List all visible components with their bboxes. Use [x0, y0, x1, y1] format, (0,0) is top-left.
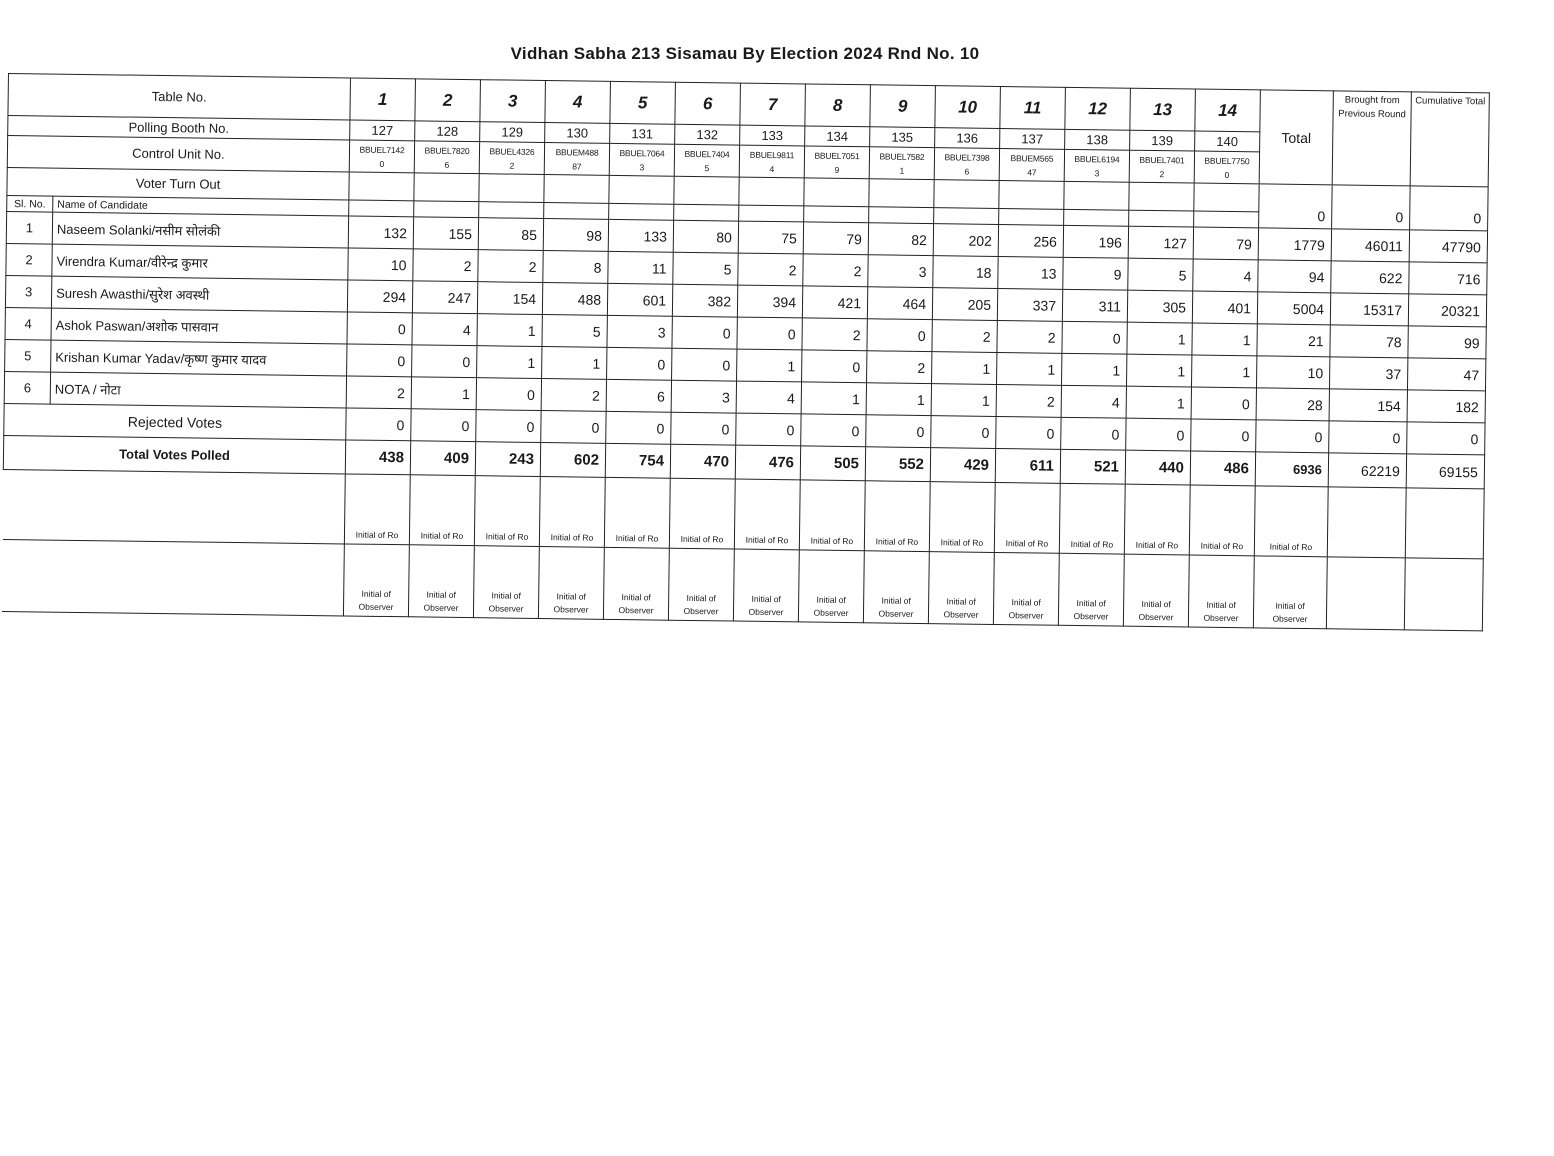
vote-cell: 0 — [737, 317, 802, 350]
table-number-cell: 11 — [1000, 86, 1066, 129]
vote-cell: 0 — [347, 344, 412, 377]
vote-cell: 18 — [933, 256, 998, 289]
control-unit-id: BBUEL6194 — [1074, 153, 1120, 165]
blank-header-cell — [934, 208, 999, 225]
blank-header-cell — [739, 205, 804, 222]
table-number-cell: 10 — [935, 86, 1001, 129]
total-vote-cell: 552 — [865, 447, 930, 482]
control-unit-suffix: 6 — [444, 159, 450, 170]
ro-initial-cell: Initial of Ro — [669, 478, 735, 549]
result-sheet — [1, 73, 1490, 631]
voter-turnout-cell — [479, 174, 544, 203]
vote-cell: 5 — [673, 252, 738, 285]
control-unit-suffix: 2 — [509, 160, 515, 171]
vote-cell: 601 — [607, 283, 672, 316]
voter-turnout-cell — [349, 172, 414, 201]
ro-initial-cell: Initial of Ro — [1189, 485, 1255, 556]
grand-cumulative: 69155 — [1406, 454, 1484, 489]
control-unit-suffix: 47 — [1027, 166, 1037, 177]
blank-header-cell — [349, 200, 414, 217]
blank-header-cell — [479, 202, 544, 219]
table-number-cell: 7 — [740, 83, 806, 126]
voter-turnout-cell — [674, 176, 739, 205]
candidate-total: 28 — [1256, 388, 1329, 421]
rejected-vote-cell: 0 — [736, 413, 801, 446]
control-unit-id: BBUEL7142 — [359, 144, 405, 155]
candidate-total: 5004 — [1257, 292, 1330, 325]
control-unit-id: BBUEL7582 — [879, 150, 925, 162]
rejected-brought-forward: 0 — [1329, 421, 1407, 454]
control-unit-cell — [739, 145, 804, 178]
observer-blank-cell — [1326, 557, 1405, 630]
candidate-brought-forward: 78 — [1330, 325, 1408, 358]
control-unit-cell — [999, 148, 1064, 181]
candidate-name-header: Name of Candidate — [53, 196, 349, 216]
rejected-vote-cell: 0 — [1061, 417, 1126, 450]
vote-cell: 1 — [1127, 322, 1192, 355]
control-unit-id: BBUEL7750 — [1204, 155, 1250, 166]
cumulative-header: Cumulative Total — [1410, 92, 1489, 187]
ro-initial-cell: Initial of Ro — [1124, 484, 1190, 555]
ro-initial-cell: Initial of Ro — [1254, 486, 1328, 557]
observer-initial-cell: Initial of Observer — [1123, 554, 1189, 627]
blank-header-cell — [674, 204, 739, 221]
vote-cell: 10 — [348, 248, 413, 281]
rejected-vote-cell: 0 — [1126, 418, 1191, 451]
candidate-brought-forward: 46011 — [1331, 229, 1409, 262]
candidate-cumulative: 716 — [1409, 262, 1487, 295]
control-unit-cell — [414, 141, 479, 174]
vote-cell: 5 — [1128, 258, 1193, 291]
control-unit-id: BBUEM488 — [555, 146, 599, 158]
control-unit-cell — [869, 147, 934, 180]
candidate-brought-forward: 154 — [1329, 389, 1407, 422]
table-number-cell: 5 — [610, 81, 676, 124]
observer-initial-cell: Initial of Observer — [863, 551, 929, 624]
total-vote-cell: 440 — [1125, 450, 1190, 485]
observer-initial-cell: Initial of Observer — [1188, 555, 1254, 628]
vote-cell: 9 — [1063, 257, 1128, 290]
voter-turnout-cell — [1064, 181, 1129, 210]
vote-cell: 1 — [866, 383, 931, 416]
control-unit-suffix: 6 — [964, 166, 970, 177]
control-unit-cell — [479, 142, 544, 175]
observer-initial-cell: Initial of Observer — [1253, 556, 1327, 629]
observer-initial-cell: Initial of Observer — [538, 546, 604, 619]
voter-turnout-cell — [804, 178, 869, 207]
vote-cell: 1 — [801, 382, 866, 415]
table-number-cell: 2 — [415, 79, 481, 122]
vote-cell: 1 — [1192, 323, 1257, 356]
vote-cell: 3 — [671, 380, 736, 413]
control-unit-suffix: 87 — [572, 160, 582, 172]
vote-cell: 1 — [1062, 353, 1127, 386]
rejected-vote-cell: 0 — [931, 416, 996, 449]
observer-initial-cell: Initial of Observer — [798, 550, 864, 623]
observer-initial-cell: Initial of Observer — [668, 548, 734, 621]
rejected-vote-cell: 0 — [1191, 419, 1256, 452]
control-unit-id: BBUEL4326 — [489, 145, 535, 157]
vote-cell: 6 — [606, 379, 671, 412]
total-header: Total — [1259, 90, 1333, 185]
vote-cell: 2 — [803, 254, 868, 287]
candidate-sl-no: 5 — [5, 339, 51, 372]
rejected-vote-cell: 0 — [541, 411, 606, 444]
control-unit-suffix: 0 — [379, 158, 385, 169]
candidate-name: Naseem Solanki/नसीम सोलंकी — [52, 212, 348, 248]
vote-cell: 155 — [413, 217, 478, 250]
candidate-sl-no: 3 — [5, 275, 51, 308]
control-unit-cell — [1194, 151, 1259, 184]
candidate-cumulative: 20321 — [1408, 294, 1486, 327]
grand-total: 6936 — [1255, 452, 1328, 487]
polling-booth-cell: 134 — [805, 126, 870, 147]
observer-initial-cell: Initial of Observer — [343, 544, 409, 617]
blank-header-cell — [869, 207, 934, 224]
candidate-sl-no: 6 — [4, 371, 50, 404]
voter-turnout-cell — [999, 180, 1064, 209]
polling-booth-cell: 129 — [480, 122, 545, 143]
polling-booth-cell: 135 — [870, 127, 935, 148]
total-vote-cell: 243 — [475, 442, 540, 477]
polling-booth-cell: 139 — [1130, 130, 1195, 151]
vote-cell: 1 — [1126, 386, 1191, 419]
vote-cell: 79 — [803, 222, 868, 255]
rejected-vote-cell: 0 — [996, 416, 1061, 449]
vote-cell: 337 — [997, 288, 1062, 321]
vote-cell: 464 — [867, 287, 932, 320]
candidate-brought-forward: 15317 — [1330, 293, 1408, 326]
voter-turnout-cell — [544, 175, 609, 204]
table-number-cell: 9 — [870, 85, 936, 128]
candidate-name: Krishan Kumar Yadav/कृष्ण कुमार यादव — [51, 340, 347, 376]
control-unit-cell — [544, 143, 609, 176]
vote-cell: 1 — [932, 352, 997, 385]
observer-blank-cell — [1404, 558, 1483, 631]
vote-cell: 2 — [478, 250, 543, 283]
vote-cell: 2 — [413, 249, 478, 282]
polling-booth-cell: 132 — [675, 124, 740, 145]
vote-cell: 1 — [737, 349, 802, 382]
control-unit-label: Control Unit No. — [7, 136, 349, 172]
vote-cell: 127 — [1128, 226, 1193, 259]
vote-cell: 0 — [802, 350, 867, 383]
observer-initial-cell: Initial of Observer — [603, 547, 669, 620]
vote-cell: 5 — [542, 315, 607, 348]
sl-no-header: Sl. No. — [7, 195, 53, 212]
document-title: Vidhan Sabha 213 Sisamau By Election 2024 Rnd No. 10 — [510, 44, 980, 63]
control-unit-cell — [934, 148, 999, 181]
vote-cell: 1 — [931, 384, 996, 417]
polling-booth-cell: 128 — [415, 121, 480, 142]
turnout-brought-cell: 0 — [1332, 185, 1411, 230]
vote-cell: 382 — [672, 284, 737, 317]
candidate-sl-no: 4 — [5, 307, 51, 340]
ro-initial-cell: Initial of Ro — [409, 475, 475, 546]
vote-cell: 0 — [347, 312, 412, 345]
voter-turnout-cell — [739, 177, 804, 206]
ro-initial-cell: Initial of Ro — [539, 477, 605, 548]
rejected-total: 0 — [1256, 420, 1329, 453]
observer-initial-cell: Initial of Observer — [1058, 553, 1124, 626]
vote-cell: 311 — [1062, 289, 1127, 322]
vote-cell: 132 — [348, 216, 413, 249]
vote-cell: 0 — [672, 348, 737, 381]
polling-booth-label: Polling Booth No. — [8, 116, 350, 140]
polling-booth-cell: 138 — [1065, 129, 1130, 150]
blank-header-cell — [804, 206, 869, 223]
ro-initial-cell: Initial of Ro — [929, 482, 995, 553]
table-number-cell: 3 — [480, 80, 546, 123]
total-vote-cell: 602 — [540, 443, 605, 478]
polling-booth-cell: 137 — [1000, 128, 1065, 149]
blank-header-cell — [1064, 209, 1129, 226]
polling-booth-cell: 140 — [1195, 131, 1260, 152]
control-unit-id: BBUEM565 — [1010, 152, 1054, 164]
rejected-vote-cell: 0 — [671, 412, 736, 445]
candidate-cumulative: 47790 — [1409, 230, 1487, 263]
vote-cell: 488 — [542, 283, 607, 316]
control-unit-id: BBUEL7051 — [814, 150, 860, 161]
total-vote-cell: 438 — [345, 440, 410, 475]
table-number-cell: 1 — [350, 78, 416, 121]
ro-initial-cell: Initial of Ro — [799, 480, 865, 551]
ro-initials-spacer — [2, 469, 345, 543]
observer-initial-cell: Initial of Observer — [733, 549, 799, 622]
candidate-sl-no: 1 — [6, 211, 52, 244]
control-unit-suffix: 4 — [769, 163, 775, 174]
ro-initial-cell: Initial of Ro — [1059, 483, 1125, 554]
vote-cell: 421 — [802, 286, 867, 319]
observer-initials-spacer — [1, 539, 344, 615]
vote-cell: 4 — [736, 381, 801, 414]
vote-cell: 1 — [411, 377, 476, 410]
total-vote-cell: 611 — [995, 448, 1060, 483]
vote-cell: 2 — [738, 253, 803, 286]
total-vote-cell: 429 — [930, 448, 995, 483]
vote-cell: 205 — [932, 288, 997, 321]
ro-initial-cell: Initial of Ro — [474, 476, 540, 547]
candidate-cumulative: 47 — [1407, 358, 1485, 391]
table-number-cell: 8 — [805, 84, 871, 127]
control-unit-cell — [609, 143, 674, 176]
control-unit-cell — [674, 144, 739, 177]
vote-cell: 2 — [802, 318, 867, 351]
observer-initial-cell: Initial of Observer — [928, 552, 994, 625]
blank-header-cell — [414, 201, 479, 218]
voter-turnout-cell — [1194, 183, 1259, 212]
vote-cell: 2 — [996, 384, 1061, 417]
vote-cell: 3 — [607, 315, 672, 348]
total-vote-cell: 521 — [1060, 449, 1125, 484]
table-number-cell: 4 — [545, 81, 611, 124]
total-vote-cell: 754 — [605, 443, 670, 478]
vote-cell: 79 — [1193, 227, 1258, 260]
observer-initial-cell: Initial of Observer — [993, 552, 1059, 625]
vote-cell: 154 — [477, 282, 542, 315]
control-unit-suffix: 3 — [639, 161, 645, 172]
total-vote-cell: 476 — [735, 445, 800, 480]
control-unit-cell — [1129, 150, 1194, 183]
polling-booth-cell: 127 — [350, 120, 415, 141]
vote-cell: 0 — [607, 347, 672, 380]
control-unit-suffix: 5 — [704, 162, 710, 173]
vote-cell: 13 — [998, 256, 1063, 289]
total-votes-label: Total Votes Polled — [3, 435, 345, 473]
vote-cell: 247 — [412, 281, 477, 314]
rejected-vote-cell: 0 — [476, 410, 541, 443]
grand-brought-forward: 62219 — [1328, 453, 1406, 488]
vote-cell: 2 — [997, 320, 1062, 353]
candidate-name: NOTA / नोटा — [50, 372, 346, 408]
table-number-cell: 13 — [1130, 88, 1196, 131]
turnout-cumulative-cell: 0 — [1410, 186, 1489, 231]
vote-cell: 1 — [1191, 355, 1256, 388]
vote-cell: 401 — [1192, 291, 1257, 324]
vote-cell: 1 — [542, 347, 607, 380]
vote-cell: 196 — [1063, 225, 1128, 258]
table-number-cell: 12 — [1065, 87, 1131, 130]
vote-cell: 0 — [1062, 321, 1127, 354]
candidate-name: Ashok Paswan/अशोक पासवान — [51, 308, 347, 344]
control-unit-cell — [349, 140, 414, 173]
ro-initial-cell: Initial of Ro — [344, 474, 410, 545]
vote-cell: 133 — [608, 219, 673, 252]
polling-booth-cell: 136 — [935, 128, 1000, 149]
voter-turnout-cell — [934, 180, 999, 209]
rejected-vote-cell: 0 — [411, 409, 476, 442]
candidate-cumulative: 99 — [1408, 326, 1486, 359]
rejected-vote-cell: 0 — [801, 414, 866, 447]
polling-booth-cell: 131 — [610, 123, 675, 144]
control-unit-cell — [804, 146, 869, 179]
control-unit-id: BBUEL9811 — [749, 149, 795, 160]
voter-turnout-cell — [869, 179, 934, 208]
vote-cell: 1 — [477, 346, 542, 379]
ro-initial-cell: Initial of Ro — [994, 482, 1060, 553]
control-unit-suffix: 0 — [1224, 169, 1230, 180]
polling-booth-cell: 133 — [740, 125, 805, 146]
candidate-brought-forward: 37 — [1329, 357, 1407, 390]
vote-cell: 305 — [1127, 290, 1192, 323]
total-vote-cell: 505 — [800, 446, 865, 481]
vote-cell: 0 — [672, 316, 737, 349]
control-unit-suffix: 1 — [899, 165, 905, 176]
control-unit-suffix: 3 — [1094, 167, 1100, 178]
total-vote-cell: 409 — [410, 441, 475, 476]
vote-cell: 80 — [673, 220, 738, 253]
ro-blank-cell — [1405, 488, 1484, 559]
vote-cell: 3 — [868, 255, 933, 288]
control-unit-suffix: 9 — [834, 164, 840, 175]
vote-cell: 85 — [478, 218, 543, 251]
vote-cell: 0 — [412, 345, 477, 378]
control-unit-suffix: 2 — [1159, 168, 1165, 179]
vote-cell: 2 — [541, 379, 606, 412]
table-number-cell: 6 — [675, 82, 741, 125]
candidate-sl-no: 2 — [6, 243, 52, 276]
voter-turnout-cell — [609, 175, 674, 204]
total-vote-cell: 470 — [670, 444, 735, 479]
control-unit-id: BBUEL7064 — [619, 147, 665, 159]
blank-header-cell — [544, 203, 609, 220]
vote-cell: 2 — [346, 376, 411, 409]
vote-cell: 394 — [737, 285, 802, 318]
candidate-brought-forward: 622 — [1331, 261, 1409, 294]
observer-initial-cell: Initial of Observer — [408, 545, 474, 618]
vote-cell: 0 — [476, 378, 541, 411]
ro-initial-cell: Initial of Ro — [734, 479, 800, 550]
candidate-total: 21 — [1257, 324, 1330, 357]
candidate-total: 10 — [1256, 356, 1329, 389]
vote-cell: 2 — [867, 351, 932, 384]
ro-initial-cell: Initial of Ro — [604, 477, 670, 548]
blank-header-cell — [999, 208, 1064, 225]
vote-cell: 1 — [1126, 354, 1191, 387]
control-unit-id: BBUEL7404 — [684, 148, 730, 159]
candidate-name: Suresh Awasthi/सुरेश अवस्थी — [51, 276, 347, 312]
rejected-cumulative: 0 — [1407, 422, 1485, 455]
rejected-vote-cell: 0 — [606, 411, 671, 444]
control-unit-id: BBUEL7820 — [424, 144, 470, 156]
rejected-votes-label: Rejected Votes — [4, 403, 346, 439]
control-unit-id: BBUEL7398 — [944, 151, 990, 163]
blank-header-cell — [609, 203, 674, 220]
blank-header-cell — [1194, 211, 1259, 228]
table-no-label: Table No. — [8, 74, 351, 120]
brought-forward-header: Brought from Previous Round — [1332, 91, 1411, 186]
candidate-cumulative: 182 — [1407, 390, 1485, 423]
rejected-vote-cell: 0 — [866, 415, 931, 448]
turnout-total-cell: 0 — [1259, 184, 1333, 229]
vote-cell: 11 — [608, 251, 673, 284]
vote-cell: 4 — [1193, 259, 1258, 292]
vote-cell: 0 — [867, 319, 932, 352]
vote-cell: 0 — [1191, 387, 1256, 420]
vote-cell: 294 — [347, 280, 412, 313]
blank-header-cell — [1129, 210, 1194, 227]
results-table — [1, 73, 1490, 631]
rejected-vote-cell: 0 — [346, 408, 411, 441]
control-unit-cell — [1064, 149, 1129, 182]
vote-cell: 256 — [998, 224, 1063, 257]
voter-turnout-label: Voter Turn Out — [7, 167, 349, 199]
vote-cell: 4 — [1061, 385, 1126, 418]
candidate-total: 1779 — [1258, 228, 1331, 261]
total-vote-cell: 486 — [1190, 451, 1255, 486]
vote-cell: 2 — [932, 320, 997, 353]
vote-cell: 82 — [868, 223, 933, 256]
polling-booth-cell: 130 — [545, 123, 610, 144]
ro-initial-cell: Initial of Ro — [864, 481, 930, 552]
vote-cell: 1 — [477, 314, 542, 347]
candidate-name: Virendra Kumar/वीरेन्द्र कुमार — [52, 244, 348, 280]
vote-cell: 202 — [933, 224, 998, 257]
candidate-total: 94 — [1258, 260, 1331, 293]
vote-cell: 75 — [738, 221, 803, 254]
table-number-cell: 14 — [1195, 89, 1261, 132]
vote-cell: 8 — [543, 251, 608, 284]
vote-cell: 4 — [412, 313, 477, 346]
vote-cell: 98 — [543, 219, 608, 252]
control-unit-id: BBUEL7401 — [1139, 154, 1185, 165]
ro-blank-cell — [1327, 487, 1406, 558]
voter-turnout-cell — [414, 173, 479, 202]
voter-turnout-cell — [1129, 182, 1194, 211]
vote-cell: 1 — [997, 352, 1062, 385]
observer-initial-cell: Initial of Observer — [473, 546, 539, 619]
